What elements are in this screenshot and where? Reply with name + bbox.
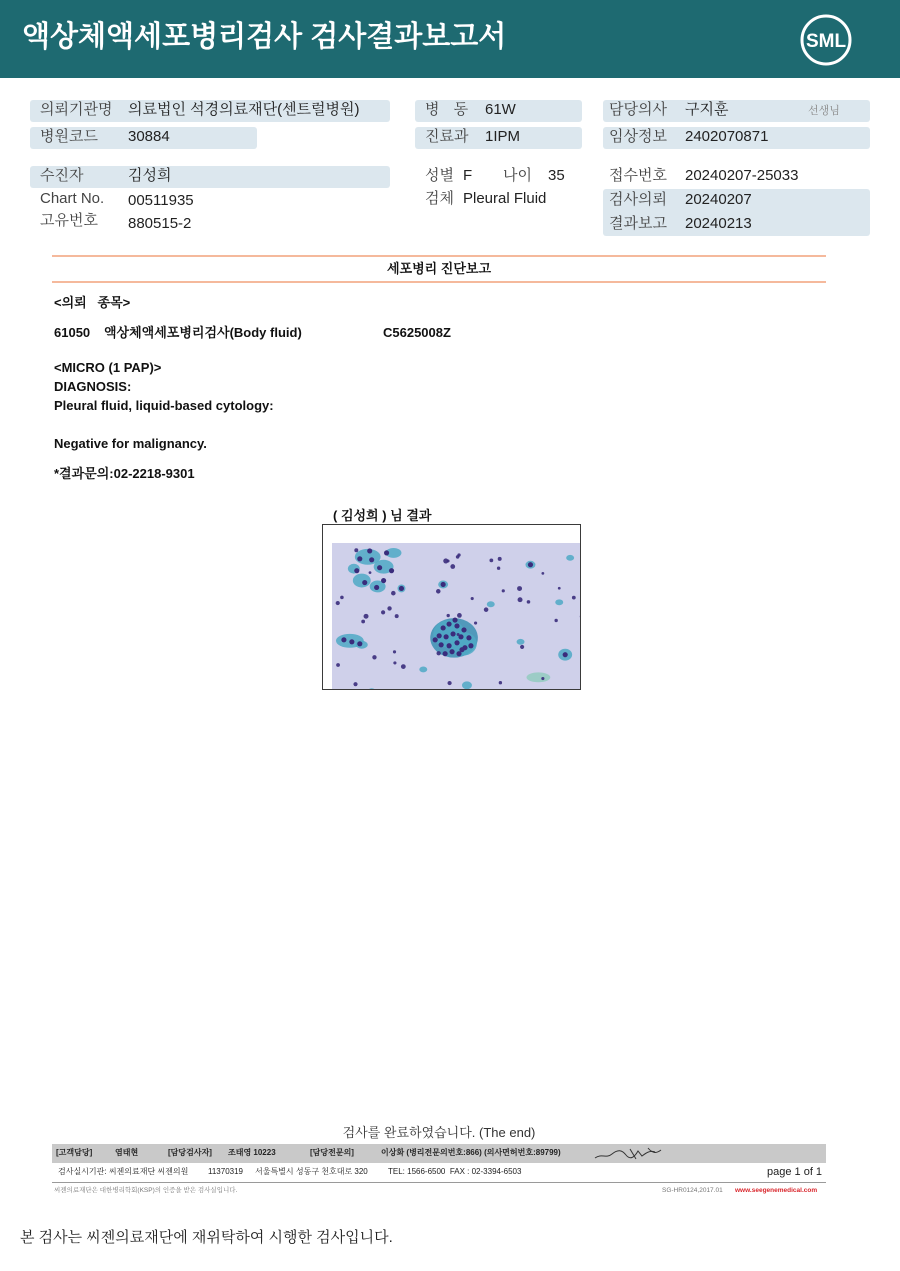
cell-nucleus bbox=[443, 634, 448, 639]
hospital-code-label: 병원코드 bbox=[40, 128, 98, 145]
cell-nucleus bbox=[436, 589, 441, 594]
cell-nucleus bbox=[436, 651, 440, 655]
cell-nucleus bbox=[471, 597, 474, 600]
cell-nucleus bbox=[354, 568, 359, 573]
cell-nucleus bbox=[456, 555, 460, 559]
cell-nucleus bbox=[541, 572, 544, 575]
cell-nucleus bbox=[517, 597, 522, 602]
institution-contact: TEL: 1566-6500 FAX : 02-3394-6503 bbox=[388, 1167, 522, 1176]
micro-heading: <MICRO (1 PAP)> bbox=[54, 360, 162, 375]
institution-code: 11370319 bbox=[208, 1167, 243, 1176]
cell-nucleus bbox=[381, 610, 385, 614]
receipt-no-label: 접수번호 bbox=[609, 167, 667, 184]
cell-nucleus bbox=[381, 578, 386, 583]
cell-nucleus bbox=[440, 625, 445, 630]
order-id: C5625008Z bbox=[383, 325, 451, 340]
cell-nucleus bbox=[438, 642, 443, 647]
cell-nucleus bbox=[446, 643, 451, 648]
sex-label: 성별 bbox=[425, 167, 454, 184]
customer-label: [고객담당] bbox=[56, 1148, 93, 1157]
cell-nucleus bbox=[353, 682, 357, 686]
cell-nucleus bbox=[442, 651, 447, 656]
cell-nucleus bbox=[443, 558, 448, 563]
cell-nucleus bbox=[433, 637, 438, 642]
request-date-value: 20240207 bbox=[685, 191, 752, 208]
cell-nucleus bbox=[520, 645, 524, 649]
cell-nucleus bbox=[369, 571, 372, 574]
end-of-report: 검사를 완료하였습니다. (The end) bbox=[342, 1125, 536, 1140]
cell-nucleus bbox=[497, 567, 500, 570]
clinical-info-value: 2402070871 bbox=[685, 128, 769, 145]
cell-nucleus bbox=[554, 619, 557, 622]
cell-nucleus bbox=[372, 655, 376, 659]
diagnosis-label: DIAGNOSIS: bbox=[54, 379, 132, 394]
receipt-no-value: 20240207-25033 bbox=[685, 167, 799, 184]
cell-nucleus bbox=[489, 559, 493, 563]
cell-cytoplasm bbox=[526, 672, 550, 682]
institution-label: 의뢰기관명 bbox=[40, 101, 113, 118]
tester-name: 조태영 10223 bbox=[228, 1148, 276, 1157]
cell-nucleus bbox=[466, 635, 471, 640]
diagnosis-result: Negative for malignancy. bbox=[54, 436, 207, 451]
cell-nucleus bbox=[395, 614, 399, 618]
order-name: 액상체액세포병리검사(Body fluid) bbox=[104, 325, 302, 340]
info-box-patient bbox=[30, 166, 390, 188]
signature bbox=[592, 1144, 664, 1163]
chart-no-value: 00511935 bbox=[128, 192, 194, 209]
cell-nucleus bbox=[387, 606, 391, 610]
slide-background bbox=[332, 543, 581, 690]
cell-nucleus bbox=[440, 582, 445, 587]
cell-nucleus bbox=[367, 548, 372, 553]
cell-nucleus bbox=[446, 614, 449, 617]
department-label: 진료과 bbox=[425, 128, 469, 145]
cell-nucleus bbox=[474, 621, 477, 624]
form-code: SG-HR0124,2017.01 bbox=[662, 1187, 723, 1194]
cell-nucleus bbox=[447, 681, 451, 685]
cell-nucleus bbox=[354, 548, 358, 552]
cell-nucleus bbox=[450, 564, 455, 569]
website-link[interactable]: www.seegenemedical.com bbox=[735, 1187, 818, 1194]
cell-nucleus bbox=[369, 557, 374, 562]
cell-nucleus bbox=[454, 640, 459, 645]
cell-nucleus bbox=[484, 607, 489, 612]
cell-nucleus bbox=[349, 639, 354, 644]
institution-address: 서울특별시 성동구 천호대로 320 bbox=[255, 1167, 368, 1176]
patient-label: 수진자 bbox=[40, 167, 84, 184]
cell-nucleus bbox=[457, 633, 460, 636]
report-date-label: 결과보고 bbox=[609, 215, 667, 232]
cell-nucleus bbox=[558, 587, 561, 590]
tester-label: [담당검사자] bbox=[168, 1148, 212, 1157]
cell-cytoplasm bbox=[516, 639, 524, 645]
report-date-value: 20240213 bbox=[685, 215, 752, 232]
cell-nucleus bbox=[389, 568, 394, 573]
cell-nucleus bbox=[454, 623, 459, 628]
signature-stroke bbox=[595, 1148, 661, 1159]
cell-nucleus bbox=[502, 589, 505, 592]
cell-nucleus bbox=[517, 586, 522, 591]
request-date-label: 검사의뢰 bbox=[609, 191, 667, 208]
unique-no-label: 고유번호 bbox=[40, 212, 98, 229]
cell-nucleus bbox=[499, 681, 502, 684]
cell-nucleus bbox=[436, 633, 441, 638]
logo-text: SML bbox=[805, 31, 847, 52]
order-heading: <의뢰 종목> bbox=[54, 295, 131, 310]
unique-no-value: 880515-2 bbox=[128, 215, 192, 232]
specimen-label: 검체 bbox=[425, 190, 454, 207]
inquiry-phone: *결과문의:02-2218-9301 bbox=[54, 466, 195, 481]
cell-nucleus bbox=[528, 562, 533, 567]
cell-nucleus bbox=[393, 661, 396, 664]
doctor-label: 담당의사 bbox=[609, 101, 667, 118]
institution-name: 검사실시기관: 씨젠의료재단 씨젠의원 bbox=[58, 1167, 189, 1176]
doctor-suffix: 선생님 bbox=[808, 105, 840, 117]
cell-nucleus bbox=[541, 677, 544, 680]
cell-nucleus bbox=[384, 550, 389, 555]
chart-no-label: Chart No. bbox=[40, 190, 105, 207]
cell-nucleus bbox=[468, 643, 473, 648]
cell-nucleus bbox=[461, 627, 466, 632]
cell-nucleus bbox=[357, 556, 362, 561]
cell-nucleus bbox=[341, 637, 346, 642]
section-title: 세포병리 진단보고 bbox=[386, 261, 492, 276]
cell-nucleus bbox=[363, 614, 368, 619]
specimen-value: Pleural Fluid bbox=[463, 190, 547, 207]
cell-nucleus bbox=[374, 585, 379, 590]
cell-nucleus bbox=[401, 664, 406, 669]
cell-nucleus bbox=[336, 663, 340, 667]
diagnosis-specimen: Pleural fluid, liquid-based cytology: bbox=[54, 398, 274, 413]
patient-value: 김성희 bbox=[128, 167, 172, 184]
sex-value: F bbox=[463, 167, 473, 184]
cell-cytoplasm bbox=[487, 601, 495, 607]
footer-divider bbox=[52, 1182, 826, 1183]
cell-nucleus bbox=[336, 601, 340, 605]
doctor-value: 구지훈 bbox=[685, 101, 729, 118]
cell-nucleus bbox=[572, 596, 576, 600]
cell-nucleus bbox=[446, 621, 451, 626]
cell-cytoplasm bbox=[555, 599, 563, 605]
cell-nucleus bbox=[562, 652, 567, 657]
cell-nucleus bbox=[452, 617, 457, 622]
order-code: 61050 bbox=[54, 325, 91, 340]
cell-nucleus bbox=[498, 557, 502, 561]
cell-cytoplasm bbox=[566, 555, 574, 561]
section-rule-top bbox=[52, 255, 826, 257]
cytology-image bbox=[332, 543, 581, 690]
hospital-code-value: 30884 bbox=[128, 128, 170, 145]
report-title: 액상체액세포병리검사 검사결과보고서 bbox=[22, 21, 507, 53]
institution-value: 의료법인 석경의료재단(센트럴병원) bbox=[128, 101, 360, 118]
section-rule-bottom bbox=[52, 281, 826, 283]
cell-nucleus bbox=[391, 591, 396, 596]
cell-nucleus bbox=[377, 565, 382, 570]
ward-label: 병 동 bbox=[425, 101, 469, 118]
cell-nucleus bbox=[457, 613, 462, 618]
cell-cytoplasm bbox=[462, 681, 472, 689]
cell-nucleus bbox=[393, 650, 396, 653]
cell-nucleus bbox=[361, 620, 365, 624]
cell-nucleus bbox=[362, 580, 367, 585]
certification-note: 씨젠의료재단은 대한병리학회(KSP)의 인증을 받은 검사실입니다. bbox=[54, 1187, 238, 1194]
cell-cytoplasm bbox=[353, 574, 371, 588]
cytology-image-frame bbox=[322, 524, 581, 690]
cell-nucleus bbox=[399, 586, 404, 591]
reconsignment-notice: 본 검사는 씨젠의료재단에 재위탁하여 시행한 검사입니다. bbox=[20, 1229, 393, 1246]
sml-logo bbox=[798, 12, 854, 68]
clinical-info-label: 임상정보 bbox=[609, 128, 667, 145]
department-value: 1IPM bbox=[485, 128, 521, 145]
specialist-name: 이상화 (병리전문의번호:866) (의사면허번호:89799) bbox=[381, 1148, 561, 1157]
cell-nucleus bbox=[527, 600, 531, 604]
cell-nucleus bbox=[340, 596, 344, 600]
image-caption: ( 김성희 ) 님 결과 bbox=[333, 508, 432, 523]
ward-value: 61W bbox=[485, 101, 516, 118]
page-number: page 1 of 1 bbox=[767, 1166, 823, 1178]
cell-nucleus bbox=[575, 689, 580, 690]
cell-nucleus bbox=[357, 641, 362, 646]
customer-name: 염태현 bbox=[115, 1148, 139, 1157]
cell-nucleus bbox=[450, 631, 455, 636]
specialist-label: [담당전문의] bbox=[310, 1148, 354, 1157]
cell-nucleus bbox=[459, 647, 464, 652]
age-label: 나이 bbox=[503, 167, 532, 184]
cell-nucleus bbox=[449, 649, 454, 654]
cell-cytoplasm bbox=[419, 666, 427, 672]
age-value: 35 bbox=[548, 167, 565, 184]
